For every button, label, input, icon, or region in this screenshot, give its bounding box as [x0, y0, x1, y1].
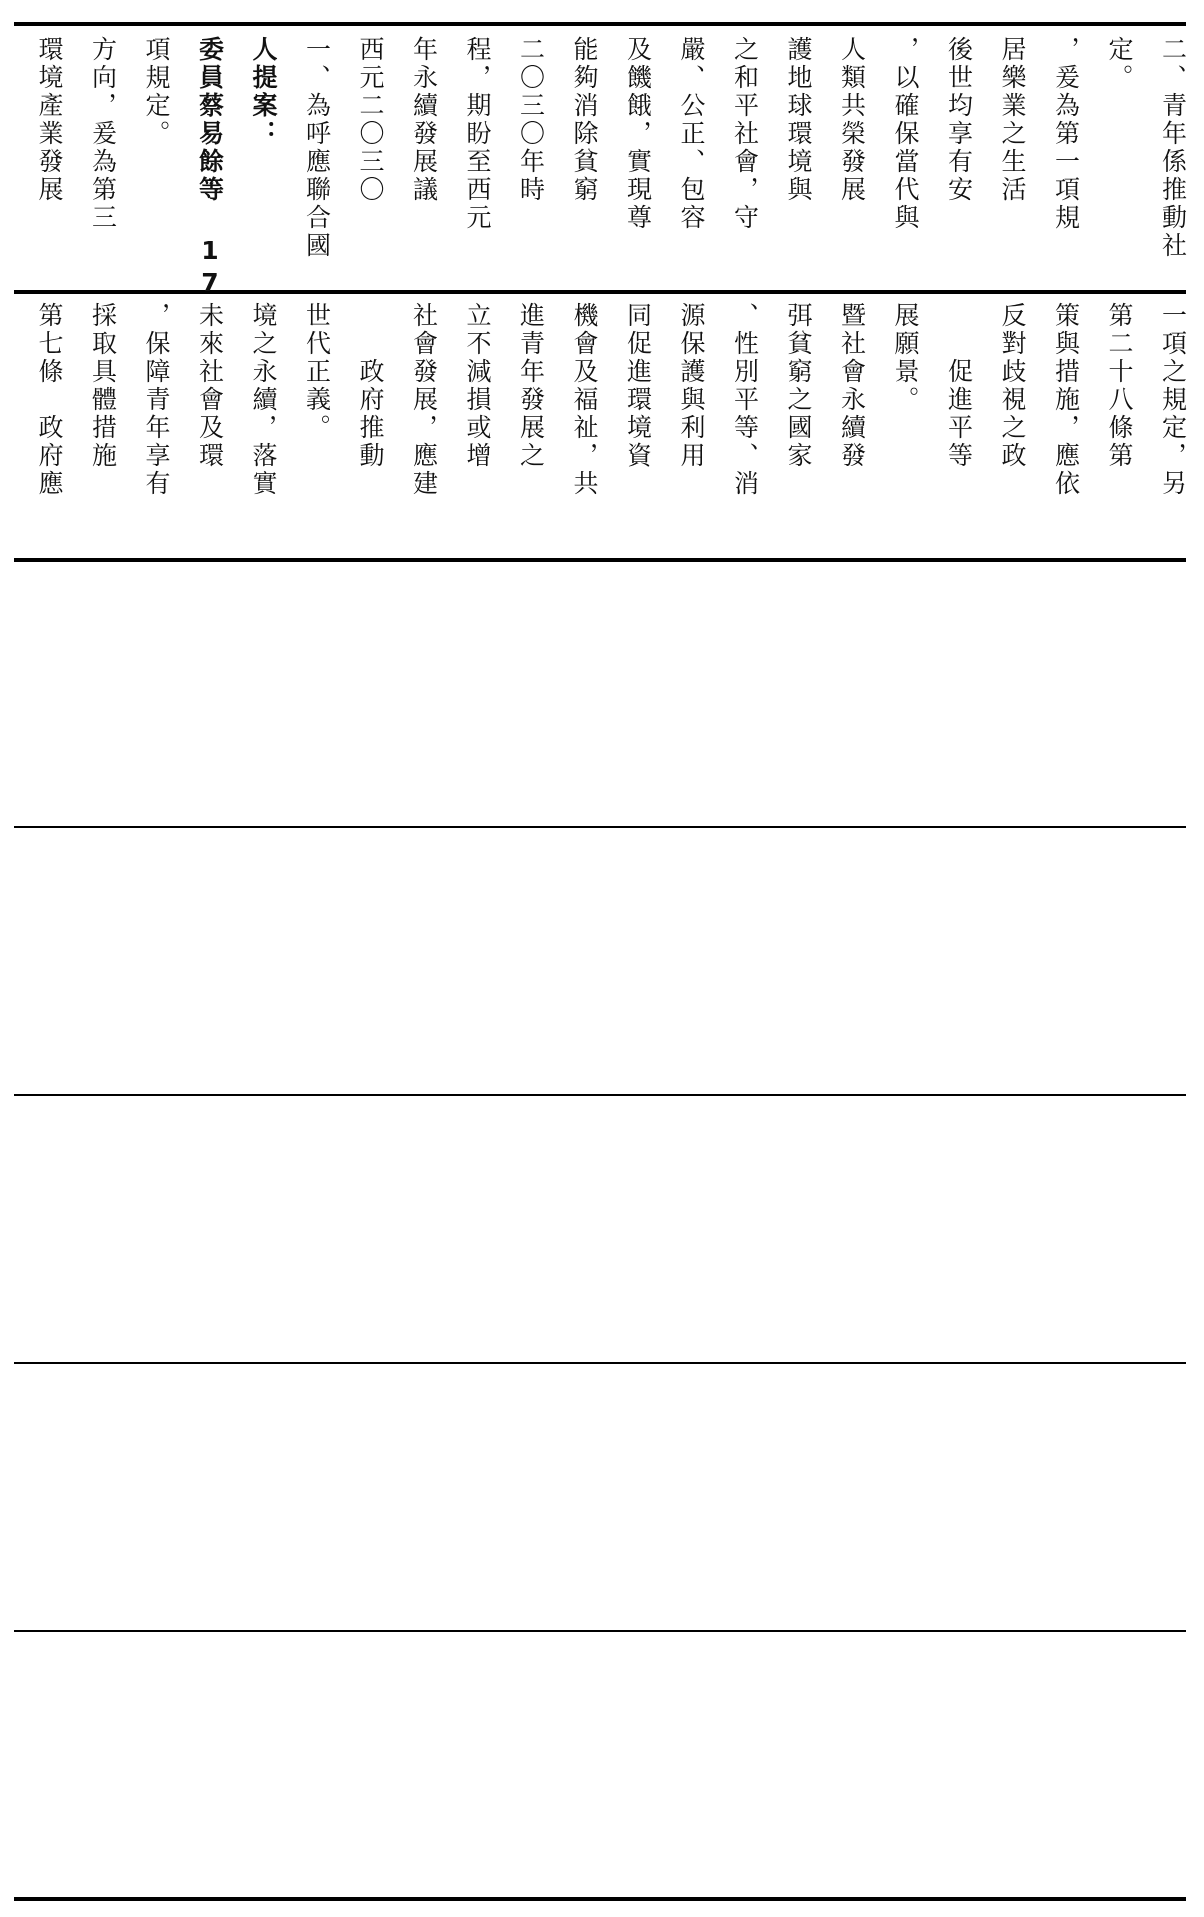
- text-column: 環境產業發展: [35, 36, 64, 204]
- text-column: 採取具體措施: [88, 302, 118, 470]
- text-column: 定。: [1105, 36, 1134, 92]
- text-column: 、性別平等、消: [730, 302, 760, 498]
- text-column: 年永續發展議: [409, 36, 439, 204]
- article-section: [14, 294, 1186, 558]
- text-column: 未來社會及環: [195, 302, 225, 470]
- text-column: 能夠消除貧窮: [570, 36, 599, 204]
- text-column: 立不減損或增: [463, 302, 492, 470]
- text-column: 第七條 政府應: [35, 302, 64, 498]
- text-column: 嚴、公正、包容: [677, 36, 706, 232]
- row-divider: [14, 1362, 1186, 1364]
- table-top-border: [14, 22, 1186, 26]
- text-column: ，保障青年享有: [142, 302, 171, 498]
- row-divider: [14, 1630, 1186, 1632]
- text-column: 進青年發展之: [516, 302, 546, 470]
- text-column: 世代正義。: [302, 302, 332, 442]
- text-column: 促進平等: [944, 302, 974, 470]
- row-divider: [14, 826, 1186, 828]
- text-column: 人提案：: [249, 36, 278, 148]
- text-column: 同促進環境資: [623, 302, 653, 470]
- explanation-section: [14, 28, 1188, 300]
- text-column: 後世均享有安: [944, 36, 974, 204]
- text-column: 展願景。: [891, 302, 920, 414]
- text-column: 社會發展，應建: [409, 302, 439, 498]
- text-column: 及饑餓，實現尊: [623, 36, 653, 232]
- row-divider: [14, 558, 1186, 562]
- row-divider: [14, 1094, 1186, 1096]
- text-column: 一、為呼應聯合國: [302, 36, 332, 260]
- text-column: 護地球環境與: [784, 36, 813, 204]
- text-column: 二〇三〇年時: [516, 36, 546, 204]
- text-column: 西元二〇三〇: [356, 36, 385, 204]
- text-column: 源保護與利用: [677, 302, 706, 470]
- text-column: 一項之規定，另: [1158, 302, 1188, 498]
- text-column: 委員蔡易餘等 17: [195, 36, 225, 300]
- text-column: 暨社會永續發: [837, 302, 867, 470]
- text-column: 第二十八條第: [1105, 302, 1134, 470]
- text-column: 二、青年係推動社: [1158, 36, 1188, 260]
- text-column: 策與措施，應依: [1051, 302, 1081, 498]
- text-column: 人類共榮發展: [837, 36, 867, 204]
- text-column: 方向，爰為第三: [88, 36, 118, 232]
- text-column: 之和平社會，守: [730, 36, 760, 232]
- text-column: 項規定。: [142, 36, 171, 148]
- text-column: 程，期盼至西元: [463, 36, 492, 232]
- text-column: 反對歧視之政: [998, 302, 1027, 470]
- text-column: 機會及福祉，共: [570, 302, 599, 498]
- table-bottom-border: [14, 1897, 1186, 1901]
- text-column: 政府推動: [356, 302, 385, 470]
- text-column: 境之永續，落實: [249, 302, 278, 498]
- text-column: 弭貧窮之國家: [784, 302, 813, 470]
- text-column: 居樂業之生活: [998, 36, 1027, 204]
- text-column: ，爰為第一項規: [1051, 36, 1081, 232]
- text-column: ，以確保當代與: [891, 36, 920, 232]
